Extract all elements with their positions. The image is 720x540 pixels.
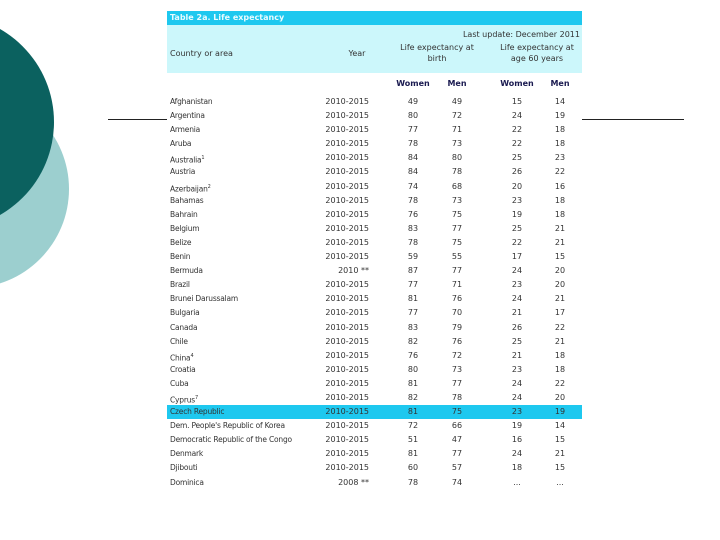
country-name: Cyprus [170,395,195,405]
women-birth-cell: 77 [407,308,419,318]
footnote-marker: 2 [207,183,211,190]
table-row [167,264,582,278]
year-cell: 2010-2015 [325,111,369,121]
women-birth-cell: 83 [407,223,419,233]
women-birth-cell: 80 [407,111,419,121]
table-title: Table 2a. Life expectancy [167,11,582,25]
men-60-cell: 18 [554,350,566,360]
country-cell [170,419,285,433]
year-cell: 2010-2015 [325,350,369,360]
women-birth-cell: 78 [407,477,419,487]
men-birth-cell: 77 [451,449,463,459]
country-name: Azerbaijan [170,184,208,194]
year-cell: 2010-2015 [325,407,369,417]
women-60-cell: 25 [511,153,523,163]
table-row [167,180,582,194]
country-name: Bulgaria [170,308,200,318]
men-birth-cell: 47 [451,435,463,445]
year-cell: 2010-2015 [325,252,369,262]
men-birth-cell: 71 [451,280,463,290]
country-cell [170,447,203,461]
country-cell [170,222,199,236]
men-60-cell: 21 [554,294,566,304]
header-birth: Life expectancy at birth [400,43,474,63]
year-cell: 2010-2015 [325,364,369,374]
table-body [167,95,582,490]
country-cell [170,278,190,292]
men-birth-cell: 77 [451,266,463,276]
men-birth-cell: 55 [451,252,463,262]
men-60-cell: 15 [554,463,566,473]
header-men-60: Men [550,79,570,88]
country-cell [170,292,238,306]
year-cell: 2010-2015 [325,139,369,149]
year-cell: 2010-2015 [325,378,369,388]
table-row [167,137,582,151]
women-60-cell: 23 [511,364,523,374]
table-row [167,306,582,320]
year-cell: 2010-2015 [325,237,369,247]
men-birth-cell: 77 [451,223,463,233]
men-60-cell: 14 [554,421,566,431]
women-birth-cell: 81 [407,294,419,304]
women-birth-cell: 49 [407,97,419,106]
women-birth-cell: 84 [407,153,419,163]
year-cell: 2010 ** [338,266,369,276]
men-60-cell: 18 [554,364,566,374]
men-birth-cell: 78 [451,392,463,402]
men-60-cell: 19 [554,407,566,417]
women-birth-cell: 78 [407,195,419,205]
country-name: Benin [170,252,191,262]
country-name: Belgium [170,223,200,233]
men-60-cell: 20 [554,280,566,290]
men-60-cell: ... [556,477,564,487]
footnote-marker: 7 [194,394,198,401]
life-expectancy-table [167,11,582,490]
divider-right [582,119,684,120]
men-birth-cell: 79 [451,322,463,332]
country-name: Armenia [170,125,201,135]
header-year: Year [348,49,366,58]
table-row [167,194,582,208]
year-cell: 2010-2015 [325,421,369,431]
year-cell: 2010-2015 [325,463,369,473]
year-cell: 2010-2015 [325,125,369,135]
country-cell [170,405,224,419]
table-row [167,236,582,250]
women-birth-cell: 77 [407,280,419,290]
men-birth-cell: 70 [451,308,463,318]
year-cell: 2010-2015 [325,322,369,332]
men-60-cell: 21 [554,449,566,459]
women-60-cell: 20 [511,181,523,191]
table-row [167,335,582,349]
women-birth-cell: 76 [407,350,419,360]
country-cell [170,476,204,490]
women-60-cell: 15 [511,97,523,106]
men-birth-cell: 76 [451,294,463,304]
country-cell [170,433,292,447]
men-birth-cell: 78 [451,167,463,177]
country-name: Denmark [170,449,204,459]
country-cell [170,250,190,264]
table-row [167,123,582,137]
country-name: Bermuda [170,266,203,276]
country-cell [170,321,197,335]
women-birth-cell: 87 [407,266,419,276]
table-row [167,208,582,222]
women-birth-cell: 76 [407,209,419,219]
decorative-circles [0,0,75,290]
country-cell [170,377,189,391]
country-cell [170,194,204,208]
men-birth-cell: 73 [451,195,463,205]
year-cell: 2010-2015 [325,195,369,205]
men-birth-cell: 49 [451,97,463,106]
table-row [167,222,582,236]
men-60-cell: 15 [554,252,566,262]
women-birth-cell: 84 [407,167,419,177]
women-60-cell: 22 [511,237,523,247]
women-60-cell: 16 [511,435,523,445]
table-row [167,433,582,447]
men-birth-cell: 77 [451,378,463,388]
table-row [167,321,582,335]
men-birth-cell: 72 [451,350,463,360]
country-name: Argentina [170,111,205,121]
women-60-cell: 26 [511,167,523,177]
country-cell [170,137,191,151]
women-birth-cell: 78 [407,139,419,149]
country-cell [170,363,196,377]
men-60-cell: 22 [554,167,566,177]
table-row [167,461,582,475]
table-row [167,391,582,405]
women-60-cell: 18 [511,463,523,473]
women-60-cell: 22 [511,139,523,149]
women-birth-cell: 60 [407,463,419,473]
women-birth-cell: 74 [407,181,419,191]
country-name: Bahrain [170,209,198,219]
country-cell [170,306,200,320]
men-60-cell: 20 [554,266,566,276]
table-row [167,377,582,391]
table-row [167,419,582,433]
table-row [167,476,582,490]
footnote-marker: 4 [190,352,194,359]
country-name: Czech Republic [170,407,225,417]
header-women-birth: Women [396,79,430,88]
country-cell [170,264,203,278]
men-60-cell: 21 [554,336,566,346]
country-cell [170,109,205,123]
table-row [167,151,582,165]
men-birth-cell: 80 [451,153,463,163]
header-country: Country or area [170,49,233,58]
men-60-cell: 18 [554,195,566,205]
men-birth-cell: 74 [451,477,463,487]
subheader-row [167,73,582,95]
women-60-cell: 24 [511,449,523,459]
year-cell: 2010-2015 [325,167,369,177]
table-row [167,292,582,306]
country-cell [170,95,212,109]
men-60-cell: 22 [554,378,566,388]
table-row [167,95,582,109]
year-cell: 2010-2015 [325,435,369,445]
year-cell: 2010-2015 [325,308,369,318]
country-name: Bahamas [170,195,204,205]
women-60-cell: 24 [511,378,523,388]
year-cell: 2010-2015 [325,209,369,219]
men-birth-cell: 73 [451,364,463,374]
men-60-cell: 14 [554,97,566,106]
year-cell: 2010-2015 [325,280,369,290]
country-name: Afghanistan [170,97,213,106]
men-birth-cell: 71 [451,125,463,135]
women-60-cell: 19 [511,421,523,431]
country-name: Dem. People's Republic of Korea [170,421,285,431]
women-60-cell: 24 [511,266,523,276]
men-60-cell: 16 [554,181,566,191]
men-60-cell: 19 [554,111,566,121]
women-60-cell: 23 [511,280,523,290]
women-60-cell: 24 [511,392,523,402]
country-cell [170,335,188,349]
year-cell: 2008 ** [338,477,369,487]
country-name: Croatia [170,364,196,374]
women-birth-cell: 51 [407,435,419,445]
country-name: Chile [170,336,188,346]
men-60-cell: 18 [554,209,566,219]
men-birth-cell: 66 [451,421,463,431]
year-cell: 2010-2015 [325,181,369,191]
men-birth-cell: 75 [451,209,463,219]
country-name: China [170,353,191,363]
table-row [167,165,582,179]
year-cell: 2010-2015 [325,449,369,459]
men-birth-cell: 75 [451,237,463,247]
country-name: Brazil [170,280,190,290]
women-60-cell: 21 [511,308,523,318]
men-60-cell: 23 [554,153,566,163]
women-birth-cell: 82 [407,336,419,346]
women-birth-cell: 83 [407,322,419,332]
women-60-cell: 23 [511,407,523,417]
country-cell [170,236,191,250]
women-60-cell: 24 [511,111,523,121]
table-row [167,405,582,419]
women-60-cell: 17 [511,252,523,262]
women-birth-cell: 78 [407,237,419,247]
table-row [167,363,582,377]
men-birth-cell: 57 [451,463,463,473]
country-name: Democratic Republic of the Congo [170,435,292,445]
country-cell [170,461,197,475]
country-name: Australia [170,155,202,165]
women-60-cell: 24 [511,294,523,304]
women-birth-cell: 81 [407,378,419,388]
last-update: Last update: December 2011 [462,30,580,39]
men-birth-cell: 75 [451,407,463,417]
table-row [167,278,582,292]
country-cell [170,165,195,179]
women-60-cell: 22 [511,125,523,135]
table-row [167,109,582,123]
country-name: Austria [170,167,196,177]
header-men-birth: Men [447,79,467,88]
women-birth-cell: 81 [407,449,419,459]
table-row [167,250,582,264]
country-name: Aruba [170,139,192,149]
women-60-cell: 25 [511,223,523,233]
men-60-cell: 21 [554,237,566,247]
women-birth-cell: 59 [407,252,419,262]
men-60-cell: 18 [554,125,566,135]
women-birth-cell: 77 [407,125,419,135]
country-name: Djibouti [170,463,198,473]
country-name: Brunei Darussalam [170,294,239,304]
year-cell: 2010-2015 [325,97,369,106]
men-60-cell: 17 [554,308,566,318]
men-birth-cell: 72 [451,111,463,121]
country-cell [170,208,198,222]
table-row [167,349,582,363]
table-header [167,25,582,73]
women-60-cell: 26 [511,322,523,332]
year-cell: 2010-2015 [325,223,369,233]
header-women-60: Women [500,79,534,88]
men-birth-cell: 68 [451,181,463,191]
table-row [167,447,582,461]
women-60-cell: 25 [511,336,523,346]
women-birth-cell: 80 [407,364,419,374]
women-birth-cell: 72 [407,421,419,431]
divider-left [108,119,167,120]
year-cell: 2010-2015 [325,294,369,304]
men-birth-cell: 73 [451,139,463,149]
country-name: Canada [170,322,198,332]
women-60-cell: ... [513,477,521,487]
women-60-cell: 21 [511,350,523,360]
year-cell: 2010-2015 [325,392,369,402]
footnote-marker: 1 [201,155,205,162]
women-60-cell: 19 [511,209,523,219]
country-name: Dominica [170,477,204,487]
women-60-cell: 23 [511,195,523,205]
year-cell: 2010-2015 [325,336,369,346]
men-birth-cell: 76 [451,336,463,346]
women-birth-cell: 82 [407,392,419,402]
men-60-cell: 15 [554,435,566,445]
country-name: Belize [170,237,192,247]
men-60-cell: 21 [554,223,566,233]
year-cell: 2010-2015 [325,153,369,163]
country-name: Cuba [170,378,189,388]
men-60-cell: 22 [554,322,566,332]
header-age60: Life expectancy at age 60 years [500,43,574,63]
women-birth-cell: 81 [407,407,419,417]
men-60-cell: 20 [554,392,566,402]
men-60-cell: 18 [554,139,566,149]
country-cell [170,123,200,137]
